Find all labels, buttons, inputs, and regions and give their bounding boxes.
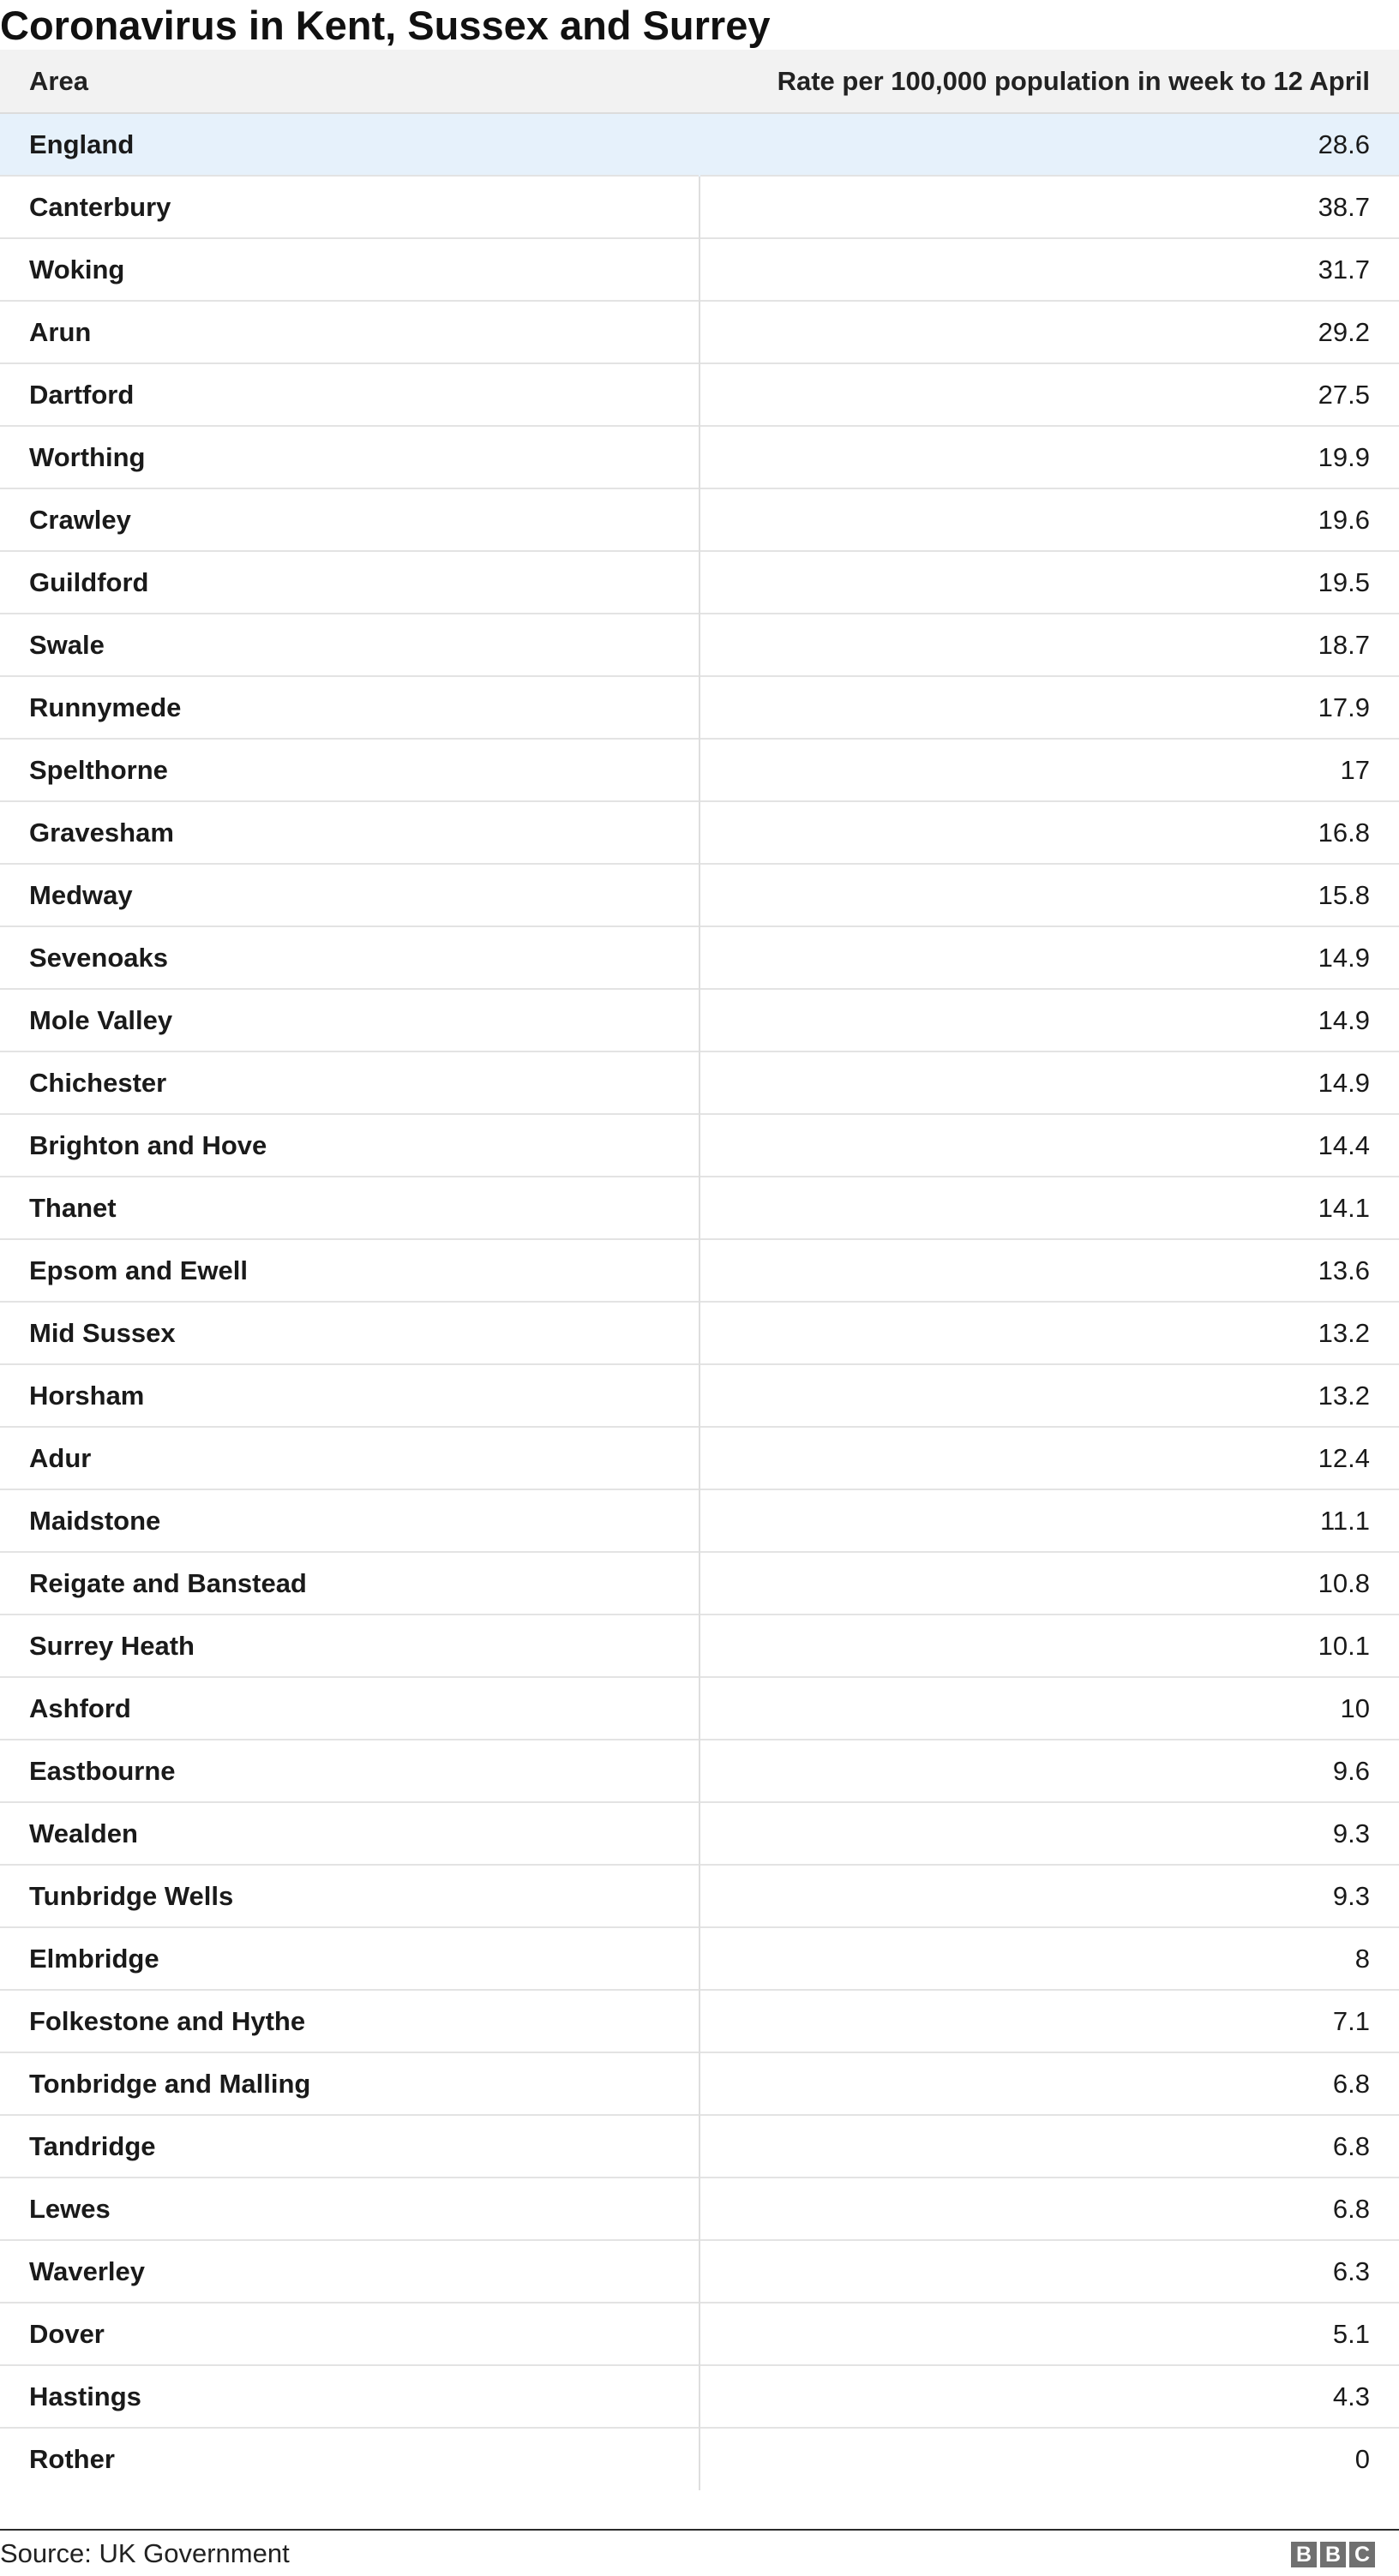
table-row [0,926,1399,989]
area-cell: Spelthorne [0,739,700,801]
rate-cell: 6.8 [1332,2193,1370,2224]
area-cell: Ashford [0,1677,700,1740]
rate-cell: 6.3 [1332,2255,1370,2286]
area-cell: Surrey Heath [0,1614,700,1677]
rate-cell: 6.8 [1332,2130,1370,2161]
rate-cell: 14.4 [1318,1129,1370,1160]
rate-cell: 19.5 [1318,566,1370,597]
table-row [0,864,1399,926]
rate-cell: 27.5 [1318,379,1370,410]
area-cell: Swale [0,614,700,676]
area-cell: Mole Valley [0,989,700,1051]
rate-cell: 10 [1340,1692,1370,1723]
area-cell: Hastings [0,2365,700,2428]
rate-cell: 19.9 [1318,441,1370,472]
rate-cell: 38.7 [1318,191,1370,222]
area-cell: Tunbridge Wells [0,1865,700,1927]
rate-cell: 10.8 [1318,1567,1370,1598]
area-cell: Horsham [0,1364,700,1427]
rate-cell: 14.9 [1318,1004,1370,1035]
rate-cell: 16.8 [1318,817,1370,848]
rate-cell: 18.7 [1318,629,1370,660]
table-row [0,113,1399,176]
table-row [0,2365,1399,2428]
area-cell: Gravesham [0,801,700,864]
area-cell: Mid Sussex [0,1302,700,1364]
area-cell: England [0,113,700,176]
logo-letter-block: C [1349,2542,1375,2567]
rate-cell: 11.1 [1319,1505,1370,1536]
rate-cell: 9.3 [1332,1818,1370,1848]
rate-cell: 0 [1354,2444,1370,2474]
table-row [0,2428,1399,2490]
area-cell: Worthing [0,426,700,488]
table-row [0,801,1399,864]
rate-cell: 31.7 [1318,254,1370,285]
table-row [0,1302,1399,1364]
table-row [0,1489,1399,1552]
rate-cell: 9.6 [1332,1755,1370,1786]
table-row [0,614,1399,676]
column-header-rate[interactable]: Rate per 100,000 population in week to 12 April [700,50,1399,113]
rate-cell: 12.4 [1318,1442,1370,1473]
table-row [0,989,1399,1051]
table-row [0,2052,1399,2115]
table-row [0,1177,1399,1239]
rate-cell: 29.2 [1318,316,1370,347]
area-cell: Guildford [0,551,700,614]
rate-cell: 8 [1354,1943,1370,1974]
area-cell: Dover [0,2303,700,2365]
rate-cell: 28.6 [1318,129,1370,159]
table-row [0,176,1399,238]
rate-cell: 13.6 [1318,1255,1370,1285]
rate-cell: 7.1 [1332,2005,1370,2036]
table-row [0,1614,1399,1677]
rate-cell: 6.8 [1332,2068,1370,2099]
header-row [0,50,1399,113]
rate-cell: 9.3 [1332,1880,1370,1911]
table-row [0,1990,1399,2052]
rate-cell: 14.1 [1318,1192,1370,1223]
table-row [0,2115,1399,2178]
area-cell: Folkestone and Hythe [0,1990,700,2052]
area-cell: Arun [0,301,700,363]
rate-cell: 5.1 [1332,2318,1370,2349]
table-row [0,301,1399,363]
table-body [0,113,1399,2490]
footer-divider [0,2529,1399,2531]
source-note: Source: UK Government [0,2538,290,2568]
table-row [0,1051,1399,1114]
table-row [0,238,1399,301]
area-cell: Thanet [0,1177,700,1239]
table-row [0,1740,1399,1802]
rate-cell: 17.9 [1318,692,1370,722]
table-row [0,2178,1399,2240]
column-header-area[interactable]: Area [0,50,700,113]
table-row [0,1927,1399,1990]
table-row [0,739,1399,801]
table-row [0,1239,1399,1302]
area-cell: Wealden [0,1802,700,1865]
rate-cell: 14.9 [1318,942,1370,973]
area-cell: Runnymede [0,676,700,739]
table-row [0,363,1399,426]
table-row [0,1552,1399,1614]
table-row [0,1427,1399,1489]
rate-cell: 15.8 [1318,879,1370,910]
table-row [0,1677,1399,1740]
area-cell: Lewes [0,2178,700,2240]
area-cell: Chichester [0,1051,700,1114]
area-cell: Crawley [0,488,700,551]
rate-cell: 19.6 [1318,504,1370,535]
table-row [0,2303,1399,2365]
area-cell: Canterbury [0,176,700,238]
area-cell: Sevenoaks [0,926,700,989]
table-row [0,1802,1399,1865]
area-cell: Elmbridge [0,1927,700,1990]
logo-letter-block: B [1291,2542,1317,2567]
logo-letter-block: B [1320,2542,1346,2567]
rate-cell: 17 [1340,754,1370,785]
chart-title: Coronavirus in Kent, Sussex and Surrey [0,3,771,48]
area-cell: Adur [0,1427,700,1489]
rate-cell: 14.9 [1318,1067,1370,1098]
area-cell: Epsom and Ewell [0,1239,700,1302]
area-cell: Rother [0,2428,700,2490]
rate-cell: 10.1 [1318,1630,1370,1661]
area-cell: Maidstone [0,1489,700,1552]
area-cell: Medway [0,864,700,926]
rate-cell: 13.2 [1318,1317,1370,1348]
area-cell: Waverley [0,2240,700,2303]
table-row [0,1364,1399,1427]
data-table [0,50,1399,2490]
table-row [0,1114,1399,1177]
table-row [0,551,1399,614]
area-cell: Eastbourne [0,1740,700,1802]
area-cell: Tandridge [0,2115,700,2178]
area-cell: Reigate and Banstead [0,1552,700,1614]
table-header [0,50,1399,113]
table-row [0,488,1399,551]
table-row [0,676,1399,739]
area-cell: Tonbridge and Malling [0,2052,700,2115]
bbc-logo [1291,2542,1375,2567]
rate-cell: 13.2 [1318,1380,1370,1411]
area-cell: Dartford [0,363,700,426]
area-cell: Woking [0,238,700,301]
table-row [0,1865,1399,1927]
table-row [0,426,1399,488]
rate-cell: 4.3 [1332,2381,1370,2411]
table-row [0,2240,1399,2303]
area-cell: Brighton and Hove [0,1114,700,1177]
